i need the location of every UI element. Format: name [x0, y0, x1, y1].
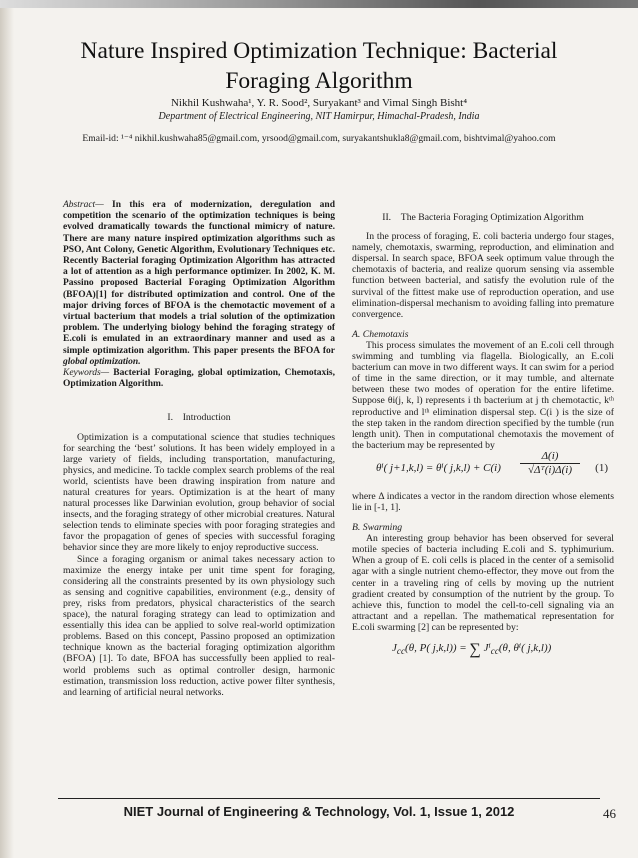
- abstract: [63, 200, 335, 368]
- right-column: [352, 200, 614, 673]
- section-heading-introduction: I. Introduction: [167, 412, 231, 424]
- eq2-sub: cc: [396, 646, 406, 657]
- section-heading-bfoa: II. The Bacteria Foraging Optimization Algorithm: [382, 212, 584, 223]
- eq2-j: J: [392, 642, 397, 654]
- eq2-sub-2: cc: [490, 646, 499, 657]
- abstract-text: In this era of modernization, deregulation and competition the scenario of the optimization techniques is being evolved dramatically towards the functional mimicry of nature. There are many nature inspired optimization algorithms such as PSO, Ant Colony, Genetic Algorithm, Evolutionary Techniques etc. Recently Bacterial foraging Optimization Algorithm has attracted a lot of attention as a high performance optimizer. In 2002, K. M. Passino proposed Bacterial Foraging Optimization Algorithm (BFOA)[1] for distributed optimization and control. One of the major driving forces of BFOA is the chemotactic movement of a virtual bacterium that models a trial solution of the optimization problem. The underlying biology behind the foraging strategy of E.coli is emulated in an extraordinary manner and used as a simple optimization algorithm. This paper presents the BFOA for: [63, 200, 335, 356]
- equation-1: [352, 451, 614, 491]
- bfoa-paragraph: In the process of foraging, E. coli bacteria undergo four stages, namely, chemotaxis, swarming, reproduction, and elimination and dispersal. In search space, BFOA seek optimum value through the chemotaxis of bacteria, and realize quorum sensing via assemble function between bacterial, and satisfy the evolution rule of the survival of the fittest make use of reproduction operation, and use elimination-dispersal mechanism to avoiding falling into premature convergence.: [352, 231, 614, 320]
- intro-paragraph-2: Since a foraging organism or animal takes necessary action to maximize the energy intake per unit time spent for foraging, considering all the constraints presented by its own physiology such as sensing and cognitive capabilities, environment (e.g., density of prey, risks from predators, physical characteristics of the search space), the natural foraging strategy can lead to optimization and essentially this idea can be applied to solve real-world optimization problems. Based on this concept, Passino proposed an optimization technique known as the bacterial foraging optimization algorithm (BFOA) [1]. To date, BFOA has successfully been applied to real-world problems such as optimal controller design, harmonic estimation, transmission loss reduction, active power filter synthesis, and learning of artificial neural networks.: [63, 553, 335, 698]
- eq2-ji: Jⁱ: [480, 642, 491, 654]
- eq2-args-2: (θ, θⁱ( j,k,l)): [498, 642, 552, 654]
- keywords-label: Keywords—: [63, 368, 110, 379]
- abstract-emphasis: global optimization.: [63, 356, 141, 367]
- after-equation-1: where Δ indicates a vector in the random direction whose elements lie in [-1, 1].: [352, 490, 614, 513]
- affiliation: Department of Electrical Engineering, NIT Hamirpur, Himachal-Pradesh, India: [158, 111, 480, 122]
- footer-rule: [58, 798, 600, 799]
- abstract-label: Abstract—: [63, 200, 104, 210]
- email-line: Email-id: ¹⁻⁴ nikhil.kushwaha85@gmail.com, yrsood@gmail.com, suryakantshukla8@gmail.com, bishtvimal@yahoo.com: [82, 133, 556, 144]
- journal-footer: NIET Journal of Engineering & Technology, Vol. 1, Issue 1, 2012: [123, 804, 515, 819]
- equation-2: [352, 633, 614, 673]
- equation-1-number: (1): [595, 461, 608, 474]
- page-number: 46: [603, 806, 616, 821]
- page-edge-shadow: [0, 0, 14, 858]
- sigma-symbol: ∑: [469, 641, 481, 658]
- scan-top-bar: [0, 0, 638, 8]
- swarming-paragraph: An interesting group behavior has been observed for several motile species of bacteria including E.coli and S. typhimurium. When a group of E. coli cells is placed in the center of a semisolid agar with a single nutrient chemo-effector, they move out from the center in a traveling ring of cells by moving up the nutrient gradient created by consumption of the nutrient by the group. To achieve this, function to model the cell-to-cell signaling via an attractant and a repellan. The mathematical representation for E.coli swarming [2] can be represented by:: [352, 533, 614, 633]
- equation-1-fraction: [520, 451, 580, 476]
- eq2-args: (θ, P( j,k,l)) =: [405, 642, 470, 654]
- intro-paragraph-1: Optimization is a computational science that studies techniques for searching the ‘best’ solutions. It has been widely employed in a large variety of fields, including transportation, manufacturing, physics, and medicine. To tackle complex search problems of the real world, scientists have been drawing inspiration from nature and natural creatures for years. Optimization is at the heart of many natural processes like Darwinian evolution, group behavior of social insects, and the foraging strategy of other microbial creatures. Natural selection tends to eliminate species with poor foraging strategies and favor the propagation of genes of species with successful foraging behavior since they are more likely to enjoy reproductive success.: [63, 431, 335, 554]
- chemotaxis-paragraph: This process simulates the movement of an E.coli cell through swimming and tumbling via flagella. Biologically, an E.coli bacterium can move in two different ways. It can swim for a period of time in the same direction, or it may tumble, and alternate between these two modes of operation for the entire lifetime. Suppose θi(j, k, l) represents i th bacterium at j th chemotactic, kᵗʰ reproductive and lᵗʰ elimination dispersal step. C(i ) is the size of the step taken in the random direction specified by the tumble (run length unit). Then in computational chemotaxis the movement of the bacterium may be represented by: [352, 339, 614, 451]
- left-column: [63, 200, 335, 698]
- keywords: [63, 368, 335, 390]
- paper-title: Nature Inspired Optimization Technique: Bacterial Foraging Algorithm: [80, 38, 558, 94]
- equation-2-expression: [392, 643, 551, 657]
- equation-1-lhs: θⁱ( j+1,k,l) = θⁱ( j,k,l) + C(i): [376, 461, 501, 474]
- equation-1-numerator: Δ(i): [541, 449, 559, 462]
- keywords-text: Bacterial Foraging, global optimization, Chemotaxis, Optimization Algorithm.: [63, 368, 335, 390]
- subsection-heading-chemotaxis: A. Chemotaxis: [352, 328, 409, 340]
- equation-1-denominator: √Δᵀ(i)Δ(i): [528, 463, 572, 476]
- subsection-heading-swarming: B. Swarming: [352, 522, 403, 534]
- author-list: Nikhil Kushwaha¹, Y. R. Sood², Suryakant³ and Vimal Singh Bisht⁴: [170, 97, 468, 109]
